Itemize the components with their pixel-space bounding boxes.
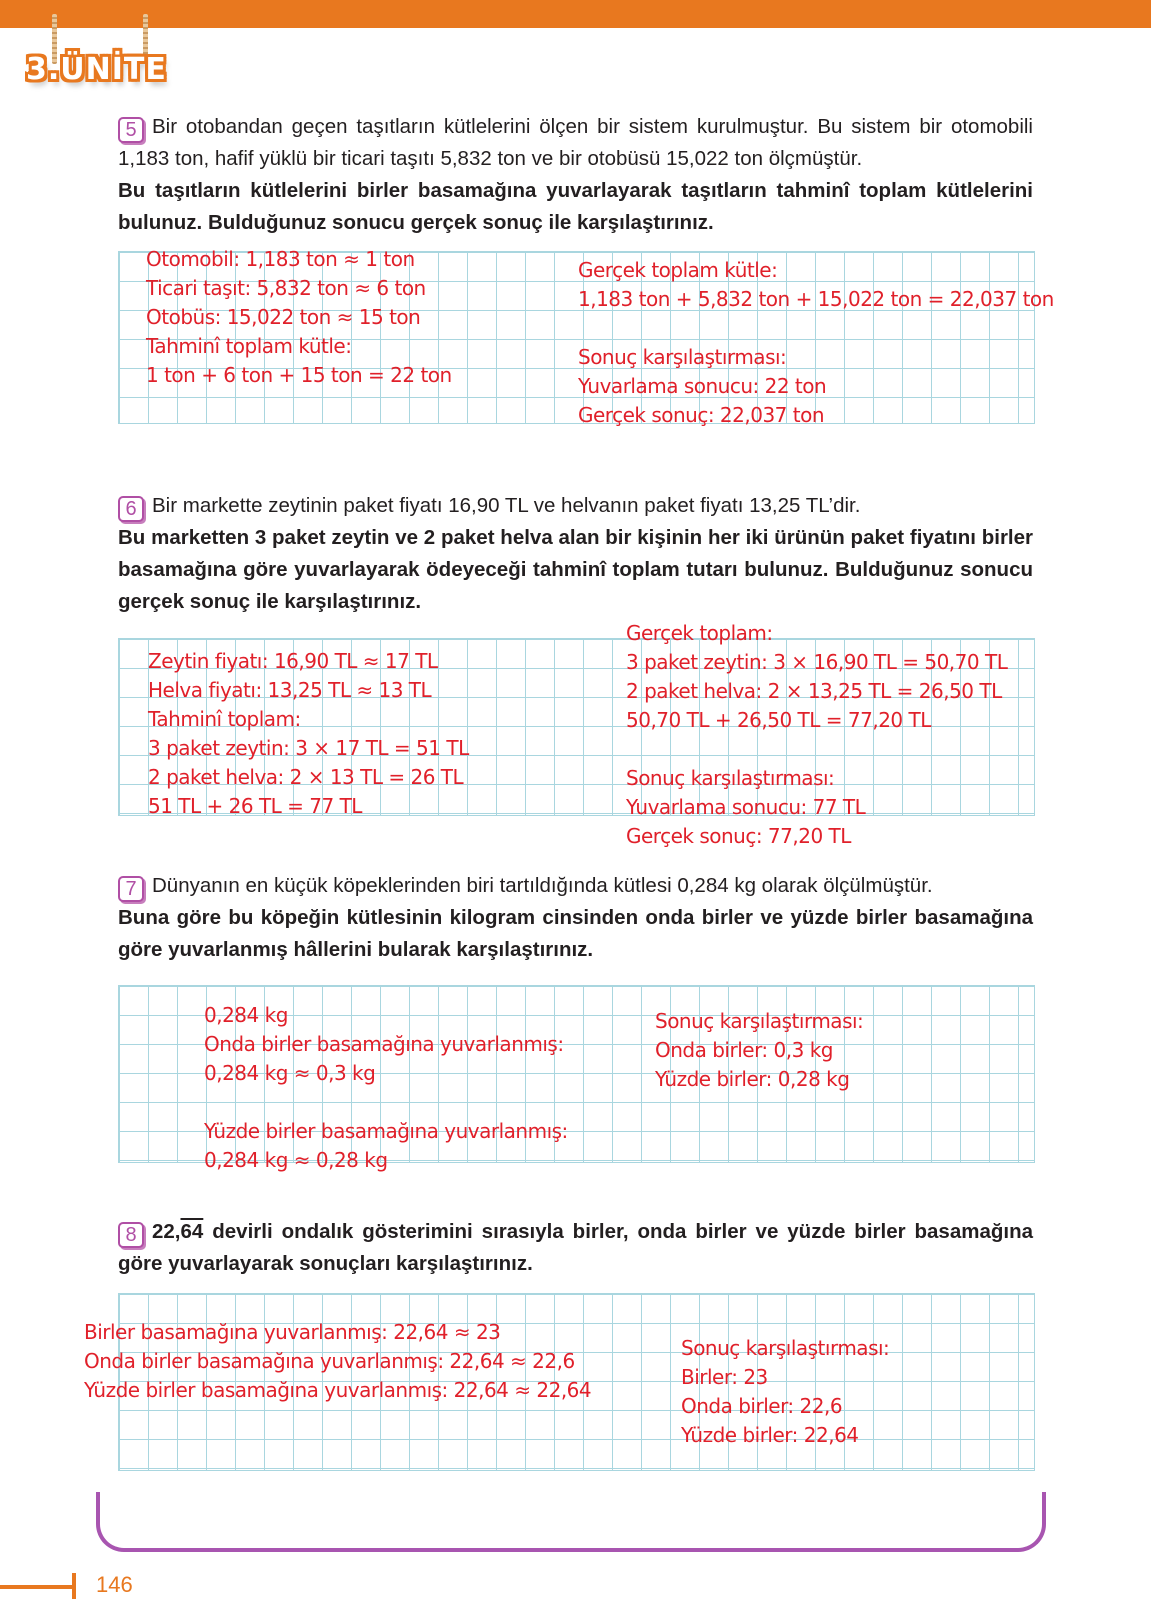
answer-line: Sonuç karşılaştırması: [681,1336,890,1360]
question-text: Dünyanın en küçük köpeklerinden biri tartıldığında kütlesi 0,284 kg olarak ölçülmüştür. [152,874,933,897]
answer-line: Yüzde birler: 22,64 [681,1423,859,1447]
answer-line [204,1088,568,1117]
answer-line: Onda birler: 22,6 [681,1394,843,1418]
question-number-badge: 7 [118,876,144,902]
answer-line: Sonuç karşılaştırması: [626,766,835,790]
question-5 [118,111,1033,239]
answer-line: Sonuç karşılaştırması: [578,345,787,369]
answer-line: 50,70 TL + 26,50 TL = 77,20 TL [626,708,931,732]
answer-line: Helva fiyatı: 13,25 TL ≈ 13 TL [148,678,432,702]
repeating-decimal-period: 64 [180,1220,204,1243]
top-orange-band [0,0,1151,28]
answer-line: 0,284 kg ≈ 0,3 kg [204,1061,376,1085]
question-instruction: devirli ondalık gösterimini sırasıyla birler, onda birler ve yüzde birler basamağına göre yuvarlayarak sonuçları karşılaştırınız. [118,1220,1033,1275]
answer-line: Yuvarlama sonucu: 22 ton [578,374,827,398]
answer-right-6 [626,619,1007,851]
answer-line: Yüzde birler basamağına yuvarlanmış: 22,64 ≈ 22,64 [84,1378,592,1402]
answer-line: Onda birler basamağına yuvarlanmış: [204,1032,564,1056]
answer-right-7 [655,1007,863,1094]
question-8 [118,1216,1033,1280]
answer-line: Birler: 23 [681,1365,768,1389]
answer-line: Gerçek sonuç: 22,037 ton [578,403,825,427]
answer-line: Otomobil: 1,183 ton ≈ 1 ton [146,247,415,271]
question-6 [118,490,1033,618]
answer-line: Zeytin fiyatı: 16,90 TL ≈ 17 TL [148,649,438,673]
answer-right-8 [681,1334,889,1450]
answer-line [578,314,1054,343]
question-instruction: Bu marketten 3 paket zeytin ve 2 paket helva alan bir kişinin her iki ürünün paket fiyatını birler basamağına göre yuvarlayarak ödeyeceği tahminî toplam tutarı bulunuz. Bulduğunuz sonucu gerçek sonuç ile karşılaştırınız. [118,526,1033,613]
answer-line: 0,284 kg [204,1003,288,1027]
question-text: Bir otobandan geçen taşıtların kütlelerini ölçen bir sistem kurulmuştur. Bu sistem bir otomobili 1,183 ton, hafif yüklü bir ticari taşıtı 5,832 ton ve bir otobüsü 15,022 ton ölçmüştür. [118,115,1033,170]
answer-line: 2 paket helva: 2 × 13 TL = 26 TL [148,765,464,789]
answer-line [626,735,1007,764]
answer-line: 1 ton + 6 ton + 15 ton = 22 ton [146,363,452,387]
answer-line: Tahminî toplam: [148,707,301,731]
answer-line: 51 TL + 26 TL = 77 TL [148,794,362,818]
answer-line: Ticari taşıt: 5,832 ton ≈ 6 ton [146,276,426,300]
answer-line: Onda birler: 0,3 kg [655,1038,833,1062]
answer-line: Onda birler basamağına yuvarlanmış: 22,64 ≈ 22,6 [84,1349,575,1373]
question-text: Bir markette zeytinin paket fiyatı 16,90 TL ve helvanın paket fiyatı 13,25 TL’dir. [152,494,861,517]
answer-line: Yüzde birler basamağına yuvarlanmış: [204,1119,568,1143]
answer-left-8 [84,1318,591,1405]
answer-line: Yüzde birler: 0,28 kg [655,1067,850,1091]
page-number-rule [0,1585,73,1589]
answer-line: Gerçek toplam: [626,621,773,645]
answer-left-6 [148,647,469,821]
answer-left-7 [204,1001,568,1175]
answer-line: 3 paket zeytin: 3 × 16,90 TL = 50,70 TL [626,650,1008,674]
question-number-badge: 6 [118,496,144,522]
question-7 [118,870,1033,966]
answer-line: Gerçek toplam kütle: [578,258,778,282]
question-number-badge: 5 [118,117,144,143]
question-instruction: Bu taşıtların kütlelerini birler basamağına yuvarlayarak taşıtların tahminî toplam kütlelerini bulunuz. Bulduğunuz sonucu gerçek sonuç ile karşılaştırınız. [118,179,1033,234]
answer-line: 2 paket helva: 2 × 13,25 TL = 26,50 TL [626,679,1002,703]
page-bottom-bracket [96,1492,1046,1552]
answer-line: 3 paket zeytin: 3 × 17 TL = 51 TL [148,736,469,760]
answer-line: Otobüs: 15,022 ton ≈ 15 ton [146,305,421,329]
answer-line: Yuvarlama sonucu: 77 TL [626,795,866,819]
question-instruction: Buna göre bu köpeğin kütlesinin kilogram cinsinden onda birler ve yüzde birler basamağına göre yuvarlanmış hâllerini bularak karşılaştırınız. [118,906,1033,961]
answer-line: Sonuç karşılaştırması: [655,1009,864,1033]
answer-line: 1,183 ton + 5,832 ton + 15,022 ton = 22,037 ton [578,287,1054,311]
answer-line: Birler basamağına yuvarlanmış: 22,64 ≈ 23 [84,1320,501,1344]
question-number-badge: 8 [118,1222,144,1248]
unit-label: 3.ÜNİTE [26,52,167,87]
unit-badge [26,14,166,94]
page-number: 146 [96,1572,133,1597]
answer-right-5 [578,256,1054,430]
repeating-decimal-int: 22, [152,1220,181,1243]
answer-line: 0,284 kg ≈ 0,28 kg [204,1148,388,1172]
answer-line: Gerçek sonuç: 77,20 TL [626,824,851,848]
answer-left-5 [146,245,452,390]
page-number-tick [72,1573,76,1599]
answer-line: Tahminî toplam kütle: [146,334,352,358]
